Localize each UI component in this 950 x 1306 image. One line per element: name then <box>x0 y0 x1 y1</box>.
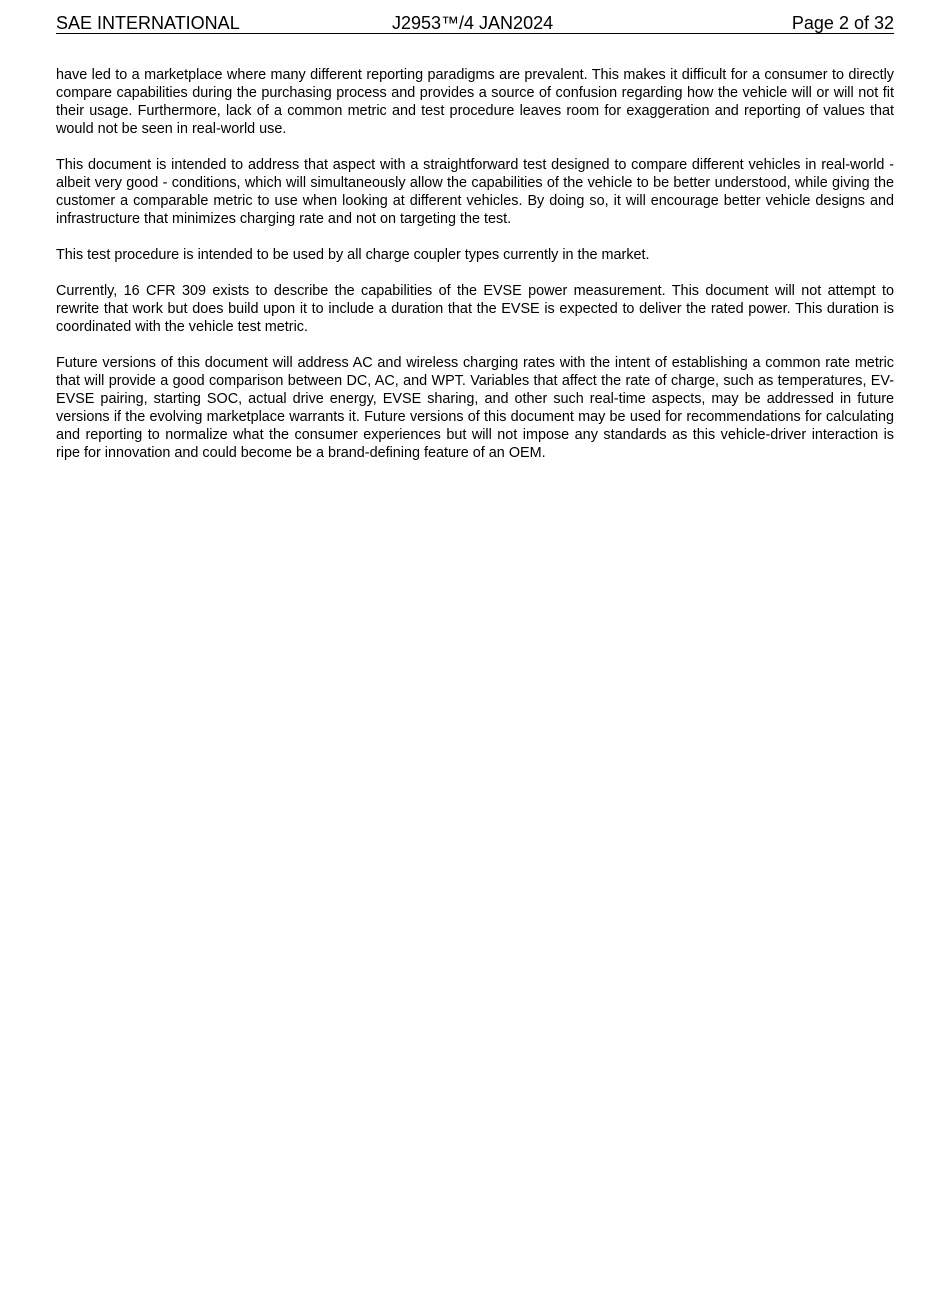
page-header <box>56 11 894 34</box>
paragraph-cfr-reference: Currently, 16 CFR 309 exists to describe the capabilities of the EVSE power measurement. This document will not attempt to rewrite that work but does build upon it to include a duration that the EVSE is expected to deliver the rated power. This duration is coordinated with the vehicle test metric. <box>56 283 894 335</box>
header-document-id: J2953™/4 JAN2024 <box>392 13 554 33</box>
paragraph-coupler-types: This test procedure is intended to be used by all charge coupler types currently in the market. <box>56 247 650 263</box>
header-organization: SAE INTERNATIONAL <box>56 13 240 33</box>
paragraph-future-versions: Future versions of this document will address AC and wireless charging rates with the intent of establishing a common rate metric that will provide a good comparison between DC, AC, and WPT. Variables that affect the rate of charge, such as temperatures, EV-EVSE pairing, starting SOC, actual drive energy, EVSE sharing, and other such real-time aspects, may be addressed in future versions if the evolving marketplace warrants it. Future versions of this document may be used for recommendations for calculating and reporting to normalize what the consumer experiences but will not impose any standards as this vehicle-driver interaction is ripe for innovation and could become be a brand-defining feature of an OEM. <box>56 355 894 461</box>
document-body <box>56 66 894 480</box>
header-page-number: Page 2 of 32 <box>791 13 894 33</box>
paragraph-marketplace-context: have led to a marketplace where many different reporting paradigms are prevalent. This makes it difficult for a consumer to directly compare capabilities during the purchasing process and provides a source of confusion regarding how the vehicle will or will not fit their usage. Furthermore, lack of a common metric and test procedure leaves room for exaggeration and reporting of values that would not be seen in real-world use. <box>56 67 894 137</box>
paragraph-document-intent: This document is intended to address that aspect with a straightforward test designed to compare different vehicles in real-world - albeit very good - conditions, which will simultaneously allow the capabilities of the vehicle to be better understood, while giving the customer a comparable metric to use when looking at different vehicles. By doing so, it will encourage better vehicle designs and infrastructure that minimizes charging rate and not on targeting the test. <box>56 157 894 227</box>
